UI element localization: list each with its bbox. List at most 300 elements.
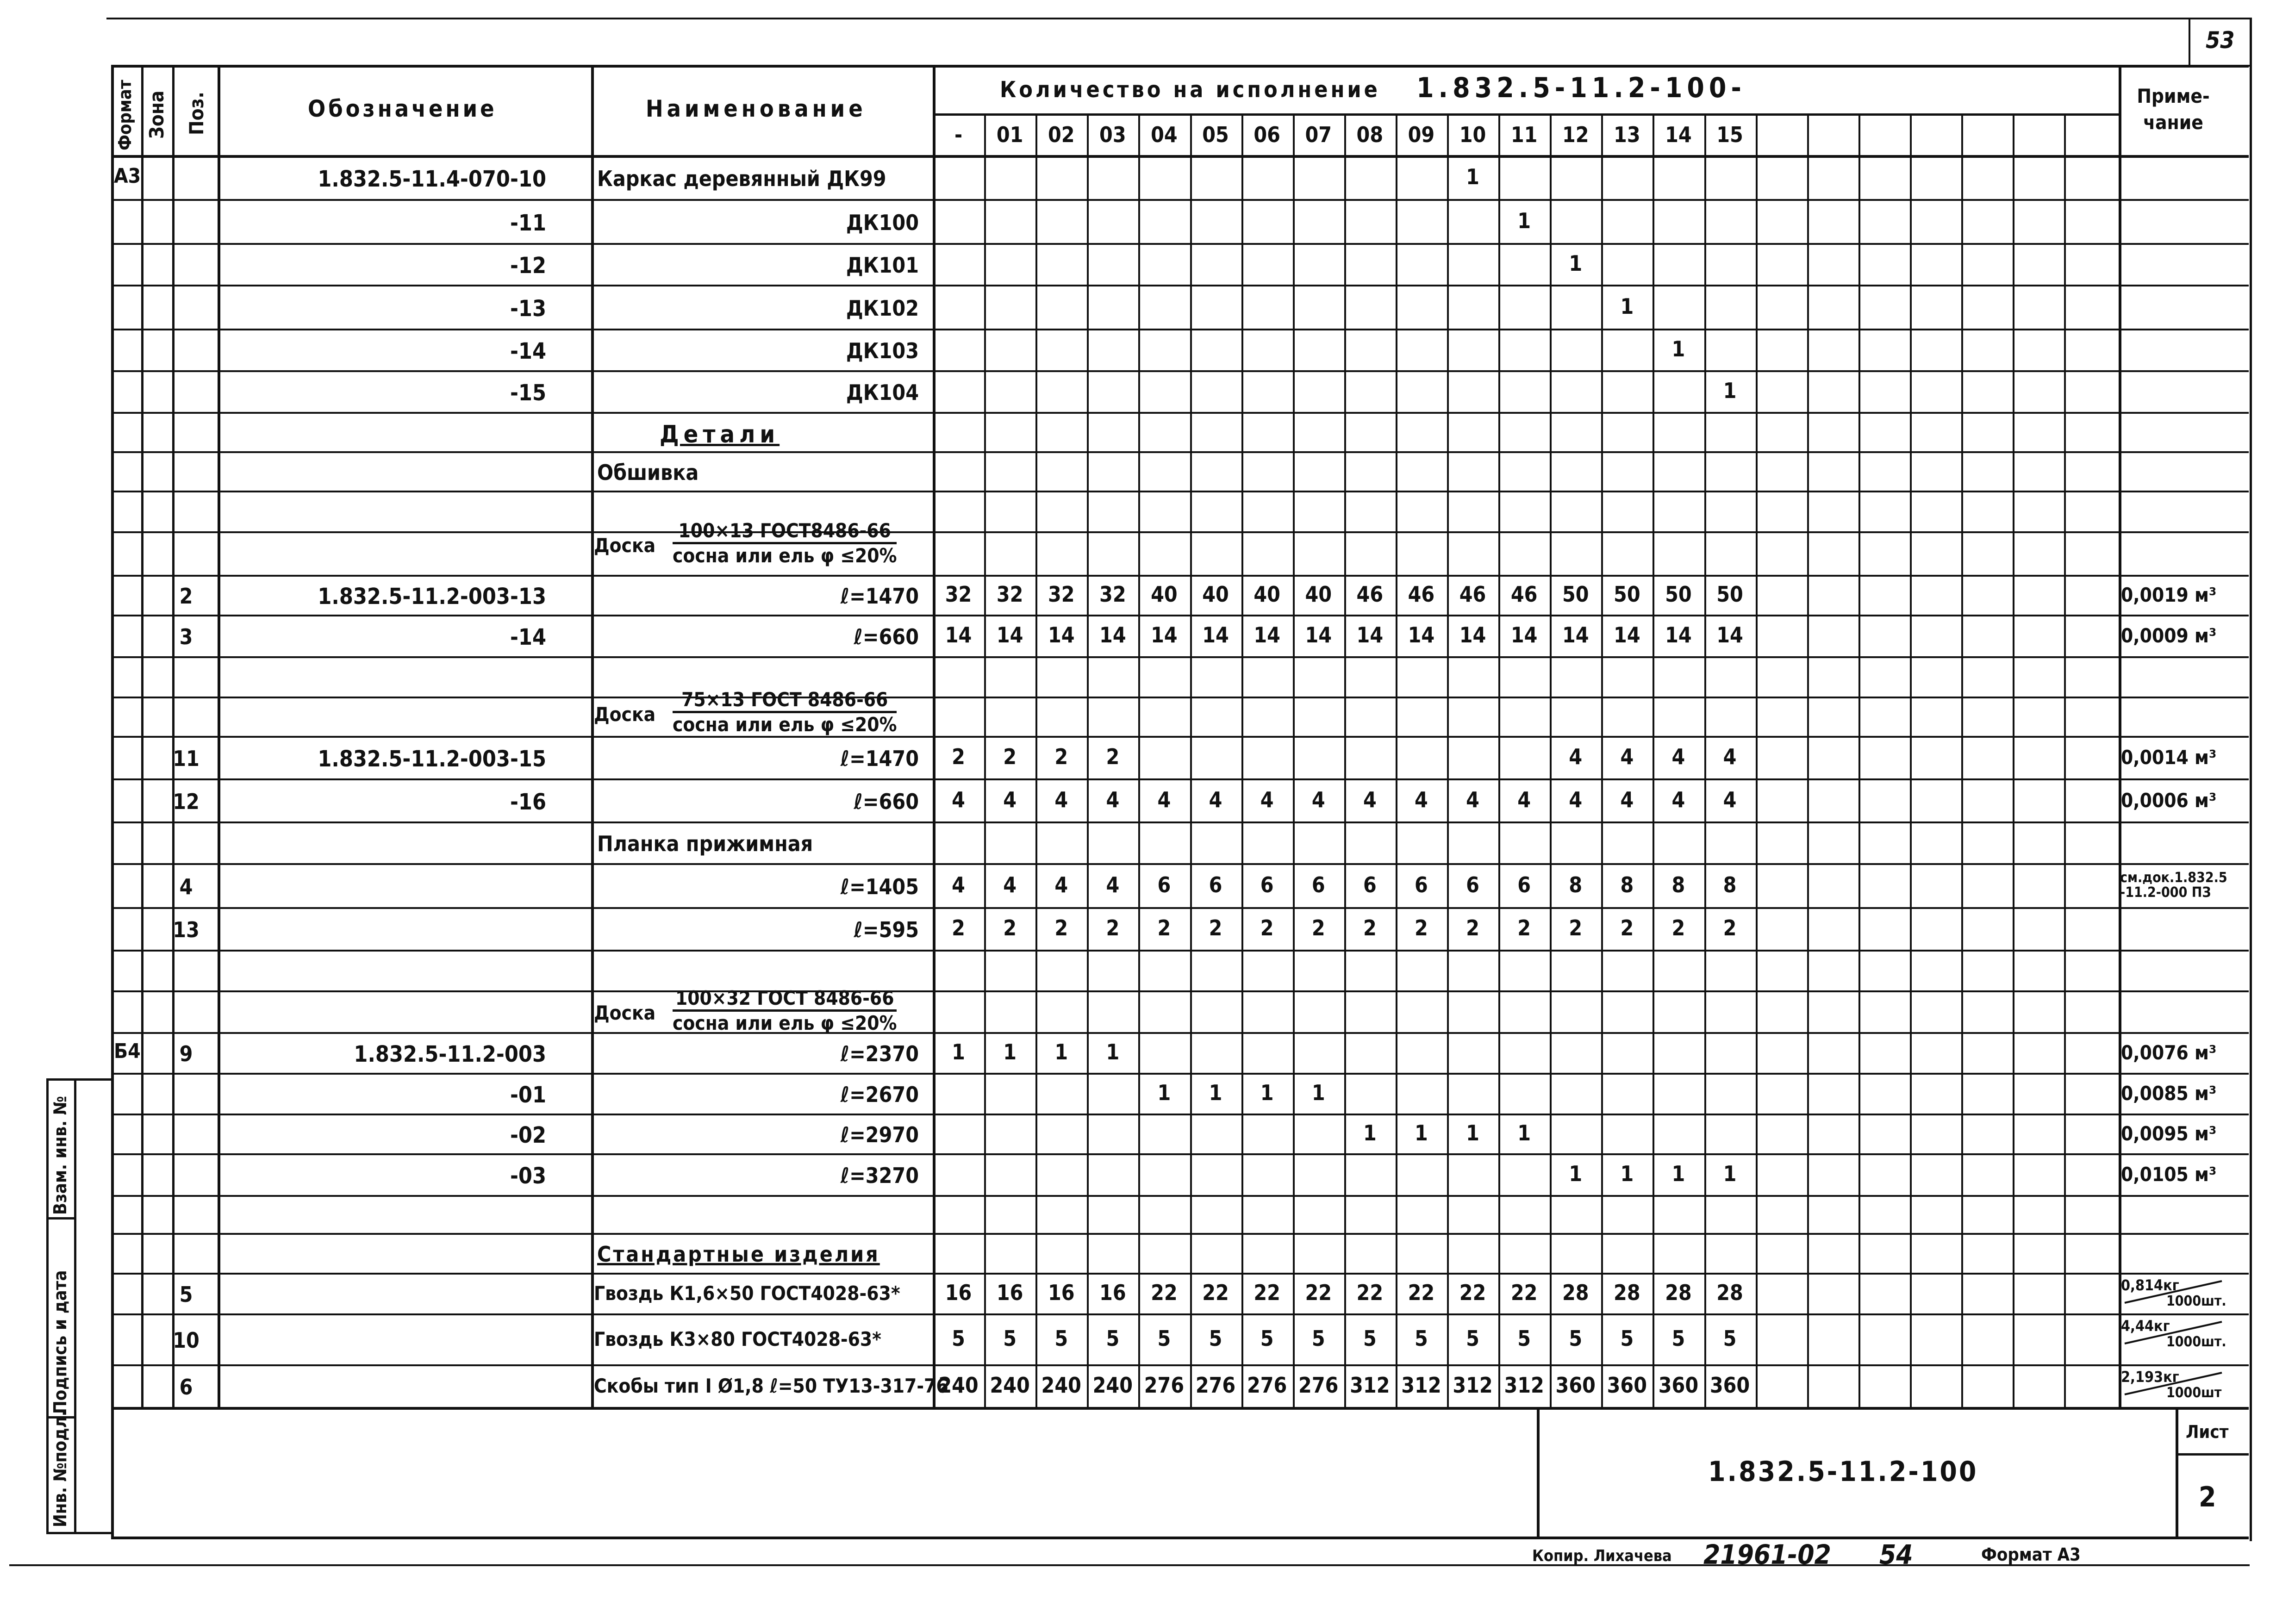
- variant-header: 02: [1048, 122, 1075, 147]
- grid-line: [111, 1195, 2249, 1197]
- variant-header: 01: [996, 122, 1023, 147]
- grid-line: [111, 1407, 2249, 1410]
- qty-cell: 5: [1209, 1326, 1222, 1351]
- row-name: Обшивка: [597, 460, 699, 485]
- row-note: 0,0019 м³: [2121, 584, 2217, 606]
- side-stamp-podpis-data: Подпись и дата: [50, 1270, 70, 1414]
- row-name: ДК100: [846, 210, 919, 235]
- qty-cell: 1: [1363, 1120, 1377, 1145]
- grid-line: [111, 990, 2249, 992]
- qty-cell: 360: [1607, 1373, 1647, 1398]
- variant-header: 14: [1665, 122, 1692, 147]
- qty-cell: 16: [1099, 1280, 1126, 1305]
- row-note-per: 1000шт: [2166, 1385, 2222, 1401]
- row-format: Б4: [114, 1039, 141, 1063]
- qty-cell: 276: [1195, 1373, 1236, 1398]
- row-position: 12: [173, 789, 200, 814]
- qty-cell: 4: [1671, 744, 1685, 769]
- qty-cell: 46: [1510, 582, 1538, 607]
- qty-cell: 2: [952, 915, 965, 940]
- grid-line: [1138, 113, 1140, 1407]
- grid-line: [1447, 113, 1449, 1407]
- fraction-slash: [2120, 1277, 2226, 1310]
- grid-line: [111, 1153, 2249, 1155]
- header-note: Приме-чание: [2137, 85, 2210, 134]
- header-name: Наименование: [646, 95, 867, 122]
- qty-cell: 14: [1716, 622, 1743, 647]
- qty-cell: 50: [1562, 582, 1589, 607]
- grid-line: [1190, 113, 1192, 1407]
- qty-cell: 14: [1048, 622, 1075, 647]
- grid-line: [46, 1078, 111, 1081]
- row-name: ℓ=2970: [840, 1122, 919, 1147]
- qty-cell: 4: [1569, 787, 1583, 812]
- qty-cell: 50: [1716, 582, 1743, 607]
- row-name: ℓ=3270: [840, 1163, 919, 1188]
- row-name: ℓ=660: [854, 789, 919, 814]
- qty-cell: 5: [1517, 1326, 1531, 1351]
- qty-cell: 5: [1466, 1326, 1479, 1351]
- grid-line: [1961, 113, 1963, 1407]
- qty-cell: 46: [1459, 582, 1486, 607]
- qty-cell: 4: [1363, 787, 1377, 812]
- qty-cell: 2: [1209, 915, 1222, 940]
- qty-cell: 2: [952, 744, 965, 769]
- grid-line: [1344, 113, 1346, 1407]
- grid-line: [111, 329, 2249, 330]
- qty-cell: 1: [1260, 1080, 1274, 1105]
- qty-cell: 8: [1723, 872, 1737, 897]
- qty-cell: 5: [1620, 1326, 1634, 1351]
- row-position: 6: [179, 1375, 193, 1400]
- qty-cell: 4: [1003, 872, 1017, 897]
- qty-cell: 2: [1054, 744, 1068, 769]
- qty-cell: 4: [1054, 872, 1068, 897]
- grid-line: [111, 412, 2249, 414]
- qty-cell: 28: [1716, 1280, 1743, 1305]
- grid-line: [111, 1073, 2249, 1075]
- qty-cell: 4: [1260, 787, 1274, 812]
- row-name: ДК103: [846, 338, 919, 363]
- row-designation: 1.832.5-11.2-003: [354, 1041, 546, 1067]
- qty-cell: 1: [1517, 1120, 1531, 1145]
- qty-cell: 8: [1620, 872, 1634, 897]
- row-note: 0,0095 м³: [2121, 1122, 2217, 1145]
- row-position: 13: [173, 917, 200, 942]
- grid-line: [111, 199, 2249, 201]
- row-position: 3: [179, 624, 193, 649]
- board2-fraction-label: Доска: [594, 703, 656, 726]
- qty-cell: 276: [1247, 1373, 1287, 1398]
- qty-cell: 240: [938, 1373, 979, 1398]
- qty-cell: 1: [1209, 1080, 1222, 1105]
- qty-cell: 2: [1671, 915, 1685, 940]
- row-position: 2: [179, 584, 193, 609]
- qty-cell: 6: [1209, 872, 1222, 897]
- grid-line: [111, 65, 2249, 68]
- qty-cell: 4: [1517, 787, 1531, 812]
- row-name: Стандартные изделия: [597, 1242, 880, 1267]
- qty-cell: 360: [1555, 1373, 1596, 1398]
- qty-cell: 4: [952, 787, 965, 812]
- qty-cell: 22: [1253, 1280, 1280, 1305]
- qty-cell: 276: [1144, 1373, 1185, 1398]
- qty-cell: 6: [1363, 872, 1377, 897]
- grid-line: [1756, 113, 1758, 1407]
- qty-cell: 22: [1305, 1280, 1332, 1305]
- qty-cell: 5: [1157, 1326, 1171, 1351]
- grid-line: [1807, 113, 1809, 1407]
- qty-cell: 1: [1466, 164, 1479, 189]
- qty-cell: 5: [1106, 1326, 1120, 1351]
- qty-cell: 1: [1723, 1161, 1737, 1186]
- grid-line: [933, 113, 2119, 116]
- board3-fraction-top: 100×32 ГОСТ 8486-66: [673, 987, 897, 1012]
- grid-line: [111, 863, 2249, 865]
- grid-line: [2189, 18, 2190, 65]
- qty-cell: 312: [1401, 1373, 1441, 1398]
- qty-cell: 4: [1620, 744, 1634, 769]
- row-note: -11.2-000 ПЗ: [2120, 884, 2211, 901]
- row-note: 0,0006 м³: [2121, 789, 2217, 812]
- qty-cell: 1: [1620, 1161, 1634, 1186]
- grid-line: [1910, 113, 1912, 1407]
- qty-cell: 5: [1569, 1326, 1583, 1351]
- board1-fraction-label: Доска: [594, 534, 656, 557]
- grid-line: [111, 491, 2249, 492]
- qty-cell: 8: [1671, 872, 1685, 897]
- qty-cell: 22: [1459, 1280, 1486, 1305]
- grid-line: [2176, 1453, 2249, 1456]
- qty-cell: 14: [1151, 622, 1178, 647]
- qty-cell: 6: [1157, 872, 1171, 897]
- grid-line: [111, 1537, 2249, 1539]
- qty-cell: 5: [1054, 1326, 1068, 1351]
- row-position: 4: [179, 874, 193, 899]
- grid-line: [111, 1032, 2249, 1034]
- row-position: 9: [179, 1041, 193, 1066]
- grid-line: [74, 1078, 76, 1532]
- qty-cell: 1: [1003, 1039, 1017, 1064]
- footer-order-number: 21961-02: [1703, 1539, 1831, 1570]
- grid-line: [111, 778, 2249, 780]
- qty-cell: 4: [1106, 872, 1120, 897]
- grid-line: [9, 1564, 2250, 1566]
- qty-cell: 1: [1466, 1120, 1479, 1145]
- board1-fraction-top: 100×13 ГОСТ8486-66: [673, 519, 897, 544]
- header-pos: Поз.: [185, 92, 208, 135]
- qty-cell: 4: [1671, 787, 1685, 812]
- qty-cell: 5: [952, 1326, 965, 1351]
- grid-line: [1858, 113, 1860, 1407]
- header-designation: Обозначение: [308, 95, 497, 122]
- grid-line: [2013, 113, 2014, 1407]
- qty-cell: 4: [1157, 787, 1171, 812]
- row-name: Гвоздь К1,6×50 ГОСТ4028-63*: [594, 1282, 900, 1305]
- qty-cell: 1: [1671, 336, 1685, 361]
- sheet-number: 2: [2199, 1481, 2216, 1513]
- side-stamp-inv-podl: Инв. №подл.: [50, 1410, 70, 1527]
- row-name: ℓ=1470: [840, 584, 919, 609]
- qty-cell: 1: [1723, 378, 1737, 403]
- qty-cell: 16: [996, 1280, 1023, 1305]
- qty-cell: 14: [1459, 622, 1486, 647]
- variant-header: 15: [1716, 122, 1743, 147]
- footer-copied-by: Копир. Лихачева: [1532, 1547, 1672, 1565]
- board3-fraction-bottom: сосна или ель φ ≤20%: [673, 1012, 897, 1034]
- row-name: ℓ=2370: [840, 1041, 919, 1066]
- qty-cell: 4: [1311, 787, 1325, 812]
- qty-cell: 2: [1003, 744, 1017, 769]
- grid-line: [2064, 113, 2066, 1407]
- board1-fraction-bottom: сосна или ель φ ≤20%: [673, 544, 897, 567]
- qty-cell: 40: [1253, 582, 1280, 607]
- qty-cell: 2: [1363, 915, 1377, 940]
- header-zone: Зона: [145, 90, 168, 139]
- grid-line: [111, 1078, 113, 1532]
- qty-cell: 1: [1106, 1039, 1120, 1064]
- grid-line: [111, 451, 2249, 453]
- row-designation: -15: [510, 380, 546, 406]
- qty-cell: 1: [1620, 293, 1634, 319]
- qty-cell: 5: [1415, 1326, 1428, 1351]
- qty-cell: 312: [1453, 1373, 1493, 1398]
- qty-cell: 2: [1569, 915, 1583, 940]
- board3-fraction-label: Доска: [594, 1002, 656, 1024]
- board2-fraction-top: 75×13 ГОСТ 8486-66: [673, 688, 897, 713]
- board1-fraction: [673, 519, 897, 567]
- qty-cell: 8: [1569, 872, 1583, 897]
- row-name: ℓ=595: [854, 917, 919, 942]
- row-note-mass: 2,193кг: [2121, 1368, 2179, 1386]
- row-note: см.док.1.832.5: [2120, 870, 2227, 886]
- qty-cell: 14: [1665, 622, 1692, 647]
- row-note: 0,0105 м³: [2121, 1163, 2217, 1186]
- row-position: 10: [173, 1328, 200, 1353]
- row-note: 0,0076 м³: [2121, 1041, 2217, 1064]
- qty-cell: 2: [1260, 915, 1274, 940]
- row-name: ℓ=2670: [840, 1082, 919, 1107]
- qty-cell: 2: [1003, 915, 1017, 940]
- doc-number: 1.832.5-11.2-100: [1708, 1456, 1978, 1488]
- qty-cell: 4: [952, 872, 965, 897]
- qty-cell: 46: [1408, 582, 1435, 607]
- qty-cell: 40: [1202, 582, 1229, 607]
- grid-line: [111, 656, 2249, 658]
- row-note: 0,0009 м³: [2121, 624, 2217, 647]
- grid-line: [1537, 1407, 1540, 1537]
- qty-cell: 1: [952, 1039, 965, 1064]
- qty-cell: 16: [945, 1280, 972, 1305]
- fraction-slash: [2120, 1318, 2226, 1350]
- qty-cell: 32: [1099, 582, 1126, 607]
- qty-cell: 2: [1054, 915, 1068, 940]
- row-name: Гвоздь К3×80 ГОСТ4028-63*: [594, 1328, 881, 1350]
- qty-cell: 28: [1562, 1280, 1589, 1305]
- page-number: 53: [2206, 27, 2235, 54]
- row-designation: -14: [510, 624, 546, 650]
- qty-cell: 4: [1003, 787, 1017, 812]
- row-note: 0,0085 м³: [2121, 1082, 2217, 1105]
- qty-cell: 6: [1466, 872, 1479, 897]
- row-name: ДК101: [846, 253, 919, 278]
- grid-line: [111, 697, 2249, 698]
- qty-cell: 1: [1569, 1161, 1583, 1186]
- grid-line: [111, 531, 2249, 533]
- qty-cell: 2: [1106, 744, 1120, 769]
- qty-cell: 14: [996, 622, 1023, 647]
- row-name: ДК102: [846, 295, 919, 321]
- grid-line: [111, 615, 2249, 616]
- qty-cell: 312: [1504, 1373, 1544, 1398]
- footer-page-ref: 54: [1879, 1539, 1913, 1570]
- qty-cell: 4: [1569, 744, 1583, 769]
- row-name: Детали: [660, 420, 780, 448]
- grid-line: [111, 1273, 2249, 1275]
- variant-header: 06: [1253, 122, 1280, 147]
- grid-line: [111, 1313, 2249, 1315]
- grid-line: [1498, 113, 1500, 1407]
- grid-line: [111, 736, 2249, 738]
- board3-fraction: [673, 987, 897, 1034]
- qty-cell: 1: [1157, 1080, 1171, 1105]
- qty-cell: 1: [1311, 1080, 1325, 1105]
- variant-header: 03: [1099, 122, 1126, 147]
- qty-cell: 14: [1202, 622, 1229, 647]
- grid-line: [46, 1532, 111, 1534]
- board2-fraction: [673, 688, 897, 736]
- grid-line: [111, 1114, 2249, 1115]
- qty-cell: 14: [1305, 622, 1332, 647]
- header-qty-doc: 1.832.5-11.2-100-: [1416, 72, 1746, 104]
- variant-header: 04: [1151, 122, 1178, 147]
- qty-cell: 22: [1510, 1280, 1538, 1305]
- row-designation: -12: [510, 253, 546, 279]
- row-designation: 1.832.5-11.2-003-15: [318, 746, 546, 772]
- grid-line: [111, 907, 2249, 909]
- qty-cell: 4: [1723, 787, 1737, 812]
- row-designation: 1.832.5-11.2-003-13: [318, 584, 546, 610]
- grid-line: [46, 1217, 74, 1220]
- footer-format: Формат А3: [1981, 1544, 2081, 1565]
- variant-header: 13: [1614, 122, 1640, 147]
- qty-cell: 240: [1041, 1373, 1081, 1398]
- qty-cell: 5: [1723, 1326, 1737, 1351]
- header-format: Формат: [115, 80, 135, 150]
- qty-cell: 1: [1415, 1120, 1428, 1145]
- qty-cell: 40: [1305, 582, 1332, 607]
- row-format: А3: [114, 164, 141, 188]
- row-position: 11: [173, 746, 200, 771]
- grid-line: [1293, 113, 1295, 1407]
- qty-cell: 2: [1517, 915, 1531, 940]
- sheet-label: Лист: [2186, 1422, 2229, 1442]
- row-name: Скобы тип I Ø1,8 ℓ=50 ТУ13-317-76: [594, 1375, 948, 1397]
- qty-cell: 14: [945, 622, 972, 647]
- side-stamp-vzam-inv: Взам. инв. №: [50, 1095, 70, 1215]
- row-designation: -16: [510, 789, 546, 815]
- row-note-mass: 0,814кг: [2121, 1276, 2179, 1294]
- row-designation: 1.832.5-11.4-070-10: [318, 166, 546, 192]
- qty-cell: 4: [1209, 787, 1222, 812]
- qty-cell: 6: [1311, 872, 1325, 897]
- variant-header: 08: [1356, 122, 1384, 147]
- qty-cell: 6: [1517, 872, 1531, 897]
- grid-line: [111, 370, 2249, 372]
- qty-cell: 4: [1106, 787, 1120, 812]
- row-designation: -14: [510, 338, 546, 364]
- qty-cell: 2: [1466, 915, 1479, 940]
- row-name: ℓ=1405: [840, 874, 919, 899]
- row-position: 5: [179, 1282, 193, 1307]
- variant-header: 05: [1202, 122, 1229, 147]
- grid-line: [106, 18, 2250, 19]
- row-name: ДК104: [846, 380, 919, 405]
- row-designation: -03: [510, 1163, 546, 1189]
- variant-header: 12: [1562, 122, 1589, 147]
- row-name: Планка прижимная: [597, 831, 813, 856]
- qty-cell: 2: [1620, 915, 1634, 940]
- qty-cell: 240: [990, 1373, 1030, 1398]
- row-designation: -01: [510, 1082, 546, 1108]
- qty-cell: 28: [1665, 1280, 1692, 1305]
- grid-line: [111, 1233, 2249, 1235]
- qty-cell: 360: [1709, 1373, 1750, 1398]
- qty-cell: 14: [1099, 622, 1126, 647]
- qty-cell: 14: [1510, 622, 1538, 647]
- board2-fraction-bottom: сосна или ель φ ≤20%: [673, 713, 897, 736]
- grid-line: [111, 1364, 2249, 1366]
- qty-cell: 14: [1614, 622, 1640, 647]
- qty-cell: 4: [1054, 787, 1068, 812]
- qty-cell: 6: [1415, 872, 1428, 897]
- qty-cell: 276: [1298, 1373, 1339, 1398]
- row-name: ℓ=660: [854, 624, 919, 649]
- grid-line: [1241, 113, 1243, 1407]
- qty-cell: 4: [1620, 787, 1634, 812]
- qty-cell: 2: [1106, 915, 1120, 940]
- qty-cell: 32: [945, 582, 972, 607]
- qty-cell: 1: [1671, 1161, 1685, 1186]
- grid-line: [111, 243, 2249, 245]
- qty-cell: 2: [1415, 915, 1428, 940]
- variant-header: 10: [1459, 122, 1486, 147]
- qty-cell: 28: [1614, 1280, 1640, 1305]
- qty-cell: 22: [1151, 1280, 1178, 1305]
- qty-cell: 360: [1658, 1373, 1699, 1398]
- qty-cell: 4: [1415, 787, 1428, 812]
- qty-cell: 5: [1363, 1326, 1377, 1351]
- grid-line: [2250, 18, 2252, 1541]
- qty-cell: 4: [1466, 787, 1479, 812]
- row-note-per: 1000шт.: [2166, 1334, 2226, 1350]
- qty-cell: 46: [1356, 582, 1384, 607]
- header-qty-title: Количество на исполнение: [1000, 77, 1380, 103]
- qty-cell: 22: [1356, 1280, 1384, 1305]
- variant-header: 07: [1305, 122, 1332, 147]
- qty-cell: 5: [1671, 1326, 1685, 1351]
- row-designation: -02: [510, 1122, 546, 1148]
- fraction-slash: [2120, 1369, 2226, 1401]
- qty-cell: 5: [1260, 1326, 1274, 1351]
- row-note-per: 1000шт.: [2166, 1293, 2226, 1309]
- qty-cell: 2: [1723, 915, 1737, 940]
- variant-header: 09: [1408, 122, 1435, 147]
- grid-line: [111, 155, 2249, 158]
- variant-header: 11: [1510, 122, 1538, 147]
- grid-line: [46, 1078, 49, 1532]
- grid-line: [111, 285, 2249, 286]
